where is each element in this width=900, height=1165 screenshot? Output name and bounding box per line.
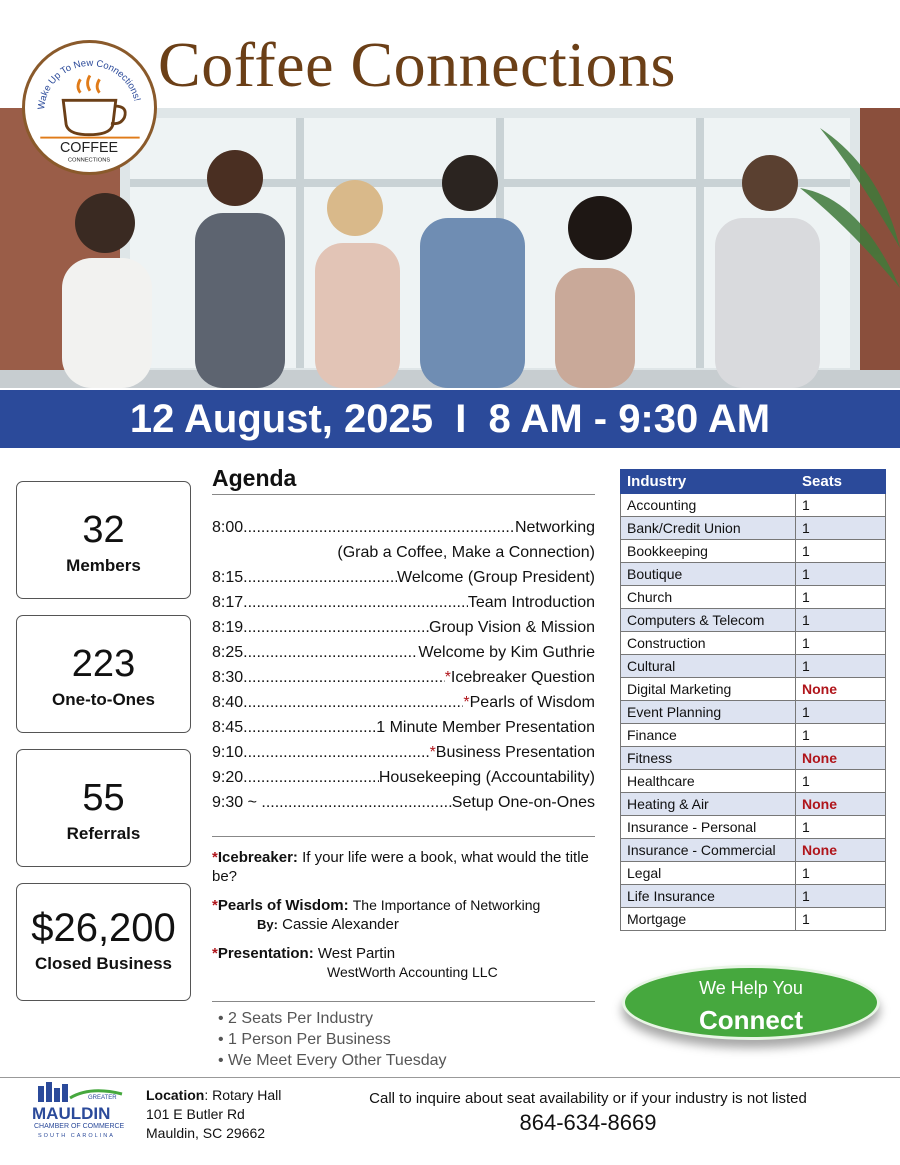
- industry-cell: Finance: [621, 724, 796, 747]
- industry-cell: Heating & Air: [621, 793, 796, 816]
- table-row: [621, 839, 886, 862]
- industry-cell: Cultural: [621, 655, 796, 678]
- seats-cell: 1: [796, 494, 886, 517]
- location-label: Location: [146, 1087, 205, 1103]
- agenda-item: 8:17 ..... Team Introduction: [212, 590, 595, 615]
- seats-cell: None: [796, 839, 886, 862]
- notes-divider: [212, 836, 595, 837]
- table-row: [621, 609, 886, 632]
- stat-label: Referrals: [66, 824, 141, 843]
- seats-cell: 1: [796, 540, 886, 563]
- stat-label: Members: [66, 556, 141, 575]
- stat-value: 32: [82, 509, 125, 551]
- stat-closed-business: [16, 883, 191, 1001]
- address-line2: Mauldin, SC 29662: [146, 1125, 266, 1141]
- seats-cell: 1: [796, 862, 886, 885]
- table-row: [621, 724, 886, 747]
- agenda-item: 9:10 ..... *Business Presentation: [212, 740, 595, 765]
- table-row: [621, 793, 886, 816]
- icebreaker-note: *Icebreaker: If your life were a book, what would the title be?: [212, 849, 589, 885]
- industry-cell: Fitness: [621, 747, 796, 770]
- stat-label: One-to-Ones: [52, 690, 155, 709]
- rules-list: [218, 1008, 447, 1071]
- column-header-industry: Industry: [621, 470, 796, 494]
- svg-text:SOUTH CAROLINA: SOUTH CAROLINA: [38, 1133, 115, 1139]
- stat-value: $26,200: [31, 906, 176, 950]
- connect-button[interactable]: [622, 965, 880, 1040]
- connect-line2: Connect: [699, 1005, 803, 1035]
- stat-referrals: [16, 749, 191, 867]
- coffee-connections-logo: [22, 40, 157, 175]
- industry-cell: Healthcare: [621, 770, 796, 793]
- stat-one-to-ones: [16, 615, 191, 733]
- seats-cell: 1: [796, 632, 886, 655]
- table-row: [621, 586, 886, 609]
- table-row: [621, 540, 886, 563]
- agenda-item: 9:20 ..... Housekeeping (Accountability): [212, 765, 595, 790]
- industry-cell: Boutique: [621, 563, 796, 586]
- agenda-notes: [212, 848, 595, 992]
- logo-arc-text: Wake Up To New Connections!: [36, 57, 143, 111]
- footer-divider: [0, 1077, 900, 1078]
- industry-cell: Computers & Telecom: [621, 609, 796, 632]
- seats-cell: 1: [796, 701, 886, 724]
- svg-text:GREATER: GREATER: [88, 1095, 117, 1101]
- stat-label: Closed Business: [35, 954, 172, 973]
- seats-cell: None: [796, 747, 886, 770]
- industry-cell: Digital Marketing: [621, 678, 796, 701]
- industry-cell: Accounting: [621, 494, 796, 517]
- table-row: [621, 632, 886, 655]
- industry-cell: Insurance - Personal: [621, 816, 796, 839]
- industry-cell: Bookkeeping: [621, 540, 796, 563]
- agenda-item: 8:25 ..... Welcome by Kim Guthrie: [212, 640, 595, 665]
- table-header-row: [621, 470, 886, 494]
- table-row: [621, 655, 886, 678]
- seats-cell: 1: [796, 563, 886, 586]
- industry-cell: Construction: [621, 632, 796, 655]
- agenda-divider: [212, 494, 595, 495]
- list-item: • 1 Person Per Business: [218, 1031, 391, 1048]
- agenda-item: 9:30 ~ ..... Setup One-on-Ones: [212, 790, 595, 815]
- agenda-item: 8:40 ..... *Pearls of Wisdom: [212, 690, 595, 715]
- industry-seats-table: [620, 469, 886, 931]
- table-row: [621, 908, 886, 931]
- stat-value: 55: [82, 777, 125, 819]
- seats-cell: None: [796, 793, 886, 816]
- seats-cell: 1: [796, 770, 886, 793]
- agenda-item: 8:19 ..... Group Vision & Mission: [212, 615, 595, 640]
- seats-cell: 1: [796, 885, 886, 908]
- list-item: • 2 Seats Per Industry: [218, 1010, 374, 1027]
- stat-members: [16, 481, 191, 599]
- mauldin-chamber-logo: [30, 1082, 130, 1144]
- svg-text:CHAMBER OF COMMERCE: CHAMBER OF COMMERCE: [34, 1123, 125, 1130]
- industry-cell: Insurance - Commercial: [621, 839, 796, 862]
- industry-cell: Church: [621, 586, 796, 609]
- table-row: [621, 862, 886, 885]
- industry-cell: Mortgage: [621, 908, 796, 931]
- agenda-item: 8:45 ..... 1 Minute Member Presentation: [212, 715, 595, 740]
- agenda-list: [212, 515, 595, 815]
- industry-cell: Legal: [621, 862, 796, 885]
- rules-divider: [212, 1001, 595, 1002]
- seats-cell: 1: [796, 655, 886, 678]
- seats-cell: 1: [796, 517, 886, 540]
- call-text: Call to inquire about seat availability or if your industry is not listed: [369, 1090, 807, 1107]
- column-header-seats: Seats: [796, 470, 886, 494]
- address-line1: 101 E Butler Rd: [146, 1106, 245, 1122]
- coffee-cup-icon: [63, 100, 116, 134]
- seats-cell: 1: [796, 908, 886, 931]
- industry-cell: Bank/Credit Union: [621, 517, 796, 540]
- location-block: [146, 1086, 281, 1143]
- agenda-item: 8:30 ..... *Icebreaker Question: [212, 665, 595, 690]
- svg-text:MAULDIN: MAULDIN: [32, 1104, 111, 1123]
- list-item: • We Meet Every Other Tuesday: [218, 1052, 447, 1069]
- table-row: [621, 563, 886, 586]
- location-name: : Rotary Hall: [204, 1087, 282, 1103]
- table-row: [621, 747, 886, 770]
- pearls-note: *Pearls of Wisdom: The Importance of Networking By: Cassie Alexander: [212, 897, 541, 933]
- agenda-item: 8:00 ..... Networking: [212, 515, 595, 540]
- page-title: Coffee Connections: [158, 29, 676, 100]
- table-row: [621, 816, 886, 839]
- seats-cell: 1: [796, 816, 886, 839]
- seats-cell: 1: [796, 609, 886, 632]
- agenda-item-sub: (Grab a Coffee, Make a Connection): [337, 544, 595, 561]
- date-time-banner: 12 August, 2025 I 8 AM - 9:30 AM: [0, 390, 900, 448]
- seats-cell: 1: [796, 586, 886, 609]
- table-row: [621, 701, 886, 724]
- stat-value: 223: [71, 643, 136, 685]
- table-row: [621, 770, 886, 793]
- table-row: [621, 517, 886, 540]
- presentation-note: *Presentation: West Partin WestWorth Accounting LLC: [212, 945, 498, 980]
- table-row: [621, 494, 886, 517]
- industry-cell: Life Insurance: [621, 885, 796, 908]
- table-row: [621, 885, 886, 908]
- seats-cell: None: [796, 678, 886, 701]
- logo-word: COFFEE: [59, 139, 119, 156]
- table-row: [621, 678, 886, 701]
- seats-cell: 1: [796, 724, 886, 747]
- connect-line1: We Help You: [699, 978, 803, 998]
- logo-subword: CONNECTIONS: [67, 157, 111, 164]
- industry-cell: Event Planning: [621, 701, 796, 724]
- agenda-item: 8:15 ..... Welcome (Group President): [212, 565, 595, 590]
- phone-number[interactable]: 864-634-8669: [519, 1110, 657, 1135]
- agenda-title: Agenda: [212, 465, 297, 491]
